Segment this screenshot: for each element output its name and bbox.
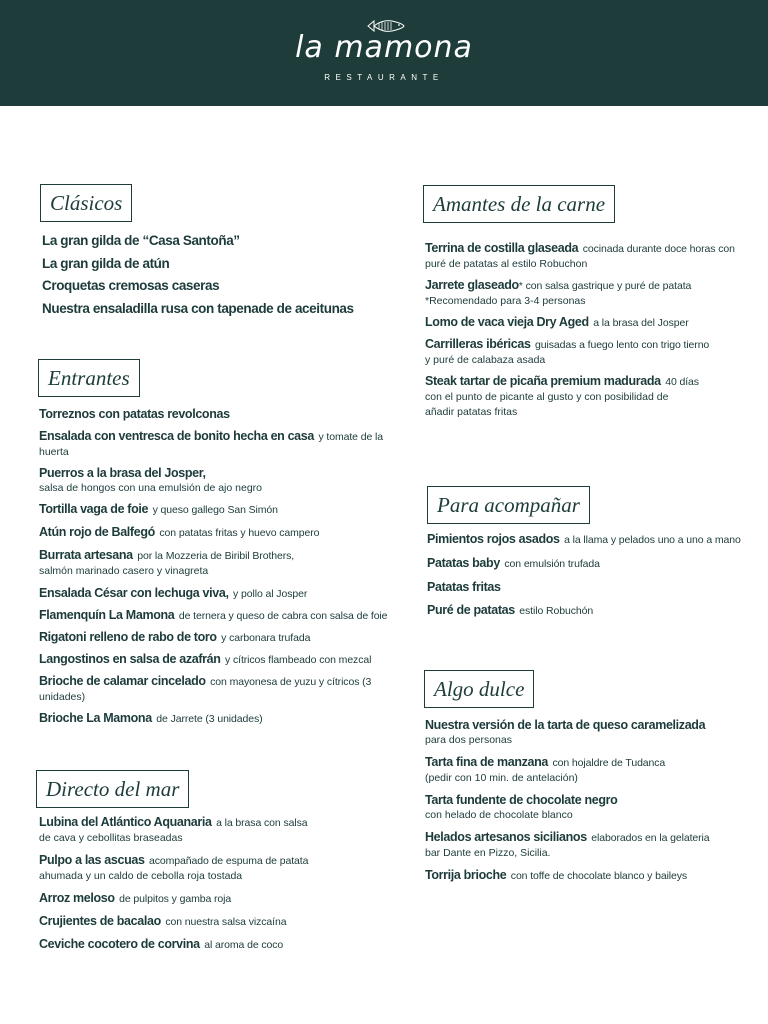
section-title-clasicos: Clásicos bbox=[40, 184, 132, 222]
list-item: Torrija brioche con toffe de chocolate blanco y baileys bbox=[425, 868, 688, 882]
list-item: Lubina del Atlántico Aquanaria a la brasa con salsa de cava y cebollitas braseadas bbox=[39, 815, 308, 844]
list-item: La gran gilda de atún bbox=[42, 255, 170, 271]
header-banner bbox=[0, 0, 768, 106]
clasicos-list bbox=[42, 230, 382, 320]
carne-list bbox=[425, 240, 755, 420]
section-title-entrantes: Entrantes bbox=[38, 359, 140, 397]
restaurant-name: la mamona bbox=[295, 30, 473, 65]
list-item: Ceviche cocotero de corvina al aroma de coco bbox=[39, 937, 284, 951]
list-item: Langostinos en salsa de azafrán y cítricos flambeado con mezcal bbox=[39, 652, 372, 666]
restaurant-subtitle: RESTAURANTE bbox=[324, 73, 444, 82]
list-item: Jarrete glaseado* con salsa gastrique y puré de patata *Recomendado para 3-4 personas bbox=[425, 278, 692, 307]
section-title-acompanar: Para acompañar bbox=[427, 486, 590, 524]
list-item: Ensalada César con lechuga viva, y pollo al Josper bbox=[39, 586, 308, 600]
list-item: Lomo de vaca vieja Dry Aged a la brasa del Josper bbox=[425, 315, 689, 329]
list-item: Crujientes de bacalao con nuestra salsa vizcaína bbox=[39, 914, 287, 928]
list-item: Torreznos con patatas revolconas bbox=[39, 407, 230, 421]
list-item: Pimientos rojos asados a la llama y pelados uno a uno a mano bbox=[427, 532, 741, 546]
list-item: Tortilla vaga de foie y queso gallego San Simón bbox=[39, 502, 278, 516]
list-item: Carrilleras ibéricas guisadas a fuego lento con trigo tierno y puré de calabaza asada bbox=[425, 337, 710, 366]
list-item: Terrina de costilla glaseada cocinada durante doce horas con puré de patatas al estilo Robuchon bbox=[425, 241, 735, 270]
list-item: Nuestra versión de la tarta de queso caramelizada para dos personas bbox=[425, 718, 706, 746]
list-item: Ensalada con ventresca de bonito hecha en casa y tomate de la huerta bbox=[39, 429, 383, 458]
list-item: Tarta fundente de chocolate negro con helado de chocolate blanco bbox=[425, 793, 618, 821]
list-item: Rigatoni relleno de rabo de toro y carbonara trufada bbox=[39, 630, 311, 644]
list-item: Arroz meloso de pulpitos y gamba roja bbox=[39, 891, 232, 905]
list-item: Brioche de calamar cincelado con mayonesa de yuzu y cítricos (3 unidades) bbox=[39, 674, 372, 703]
acompanar-list bbox=[427, 531, 757, 619]
section-title-mar: Directo del mar bbox=[36, 770, 189, 808]
dulce-list bbox=[425, 717, 755, 884]
mar-list bbox=[39, 814, 379, 953]
list-item: Croquetas cremosas caseras bbox=[42, 278, 220, 293]
list-item: Atún rojo de Balfegó con patatas fritas y huevo campero bbox=[39, 525, 320, 539]
entrantes-list bbox=[39, 406, 389, 727]
section-title-carne: Amantes de la carne bbox=[423, 185, 615, 223]
list-item: Puré de patatas estilo Robuchón bbox=[427, 603, 594, 617]
list-item: Flamenquín La Mamona de ternera y queso de cabra con salsa de foie bbox=[39, 608, 388, 622]
list-item: Brioche La Mamona de Jarrete (3 unidades) bbox=[39, 711, 263, 725]
list-item: Burrata artesana por la Mozzeria de Biribil Brothers, salmón marinado casero y vinagreta bbox=[39, 548, 295, 577]
list-item: Steak tartar de picaña premium madurada 40 días con el punto de picante al gusto y con posibilidad de añadir patatas fritas bbox=[425, 374, 699, 418]
list-item: La gran gilda de “Casa Santoña” bbox=[42, 233, 240, 248]
section-title-dulce: Algo dulce bbox=[424, 670, 534, 708]
list-item: Tarta fina de manzana con hojaldre de Tudanca (pedir con 10 min. de antelación) bbox=[425, 755, 666, 784]
list-item: Patatas fritas bbox=[427, 580, 501, 594]
list-item: Patatas baby con emulsión trufada bbox=[427, 556, 600, 570]
list-item: Puerros a la brasa del Josper, salsa de hongos con una emulsión de ajo negro bbox=[39, 466, 262, 494]
list-item: Helados artesanos sicilianos elaborados en la gelateria bar Dante en Pizzo, Sicilia. bbox=[425, 830, 710, 859]
list-item: Pulpo a las ascuas acompañado de espuma de patata ahumada y un caldo de cebolla roja tostada bbox=[39, 853, 309, 882]
list-item: Nuestra ensaladilla rusa con tapenade de aceitunas bbox=[42, 300, 354, 316]
